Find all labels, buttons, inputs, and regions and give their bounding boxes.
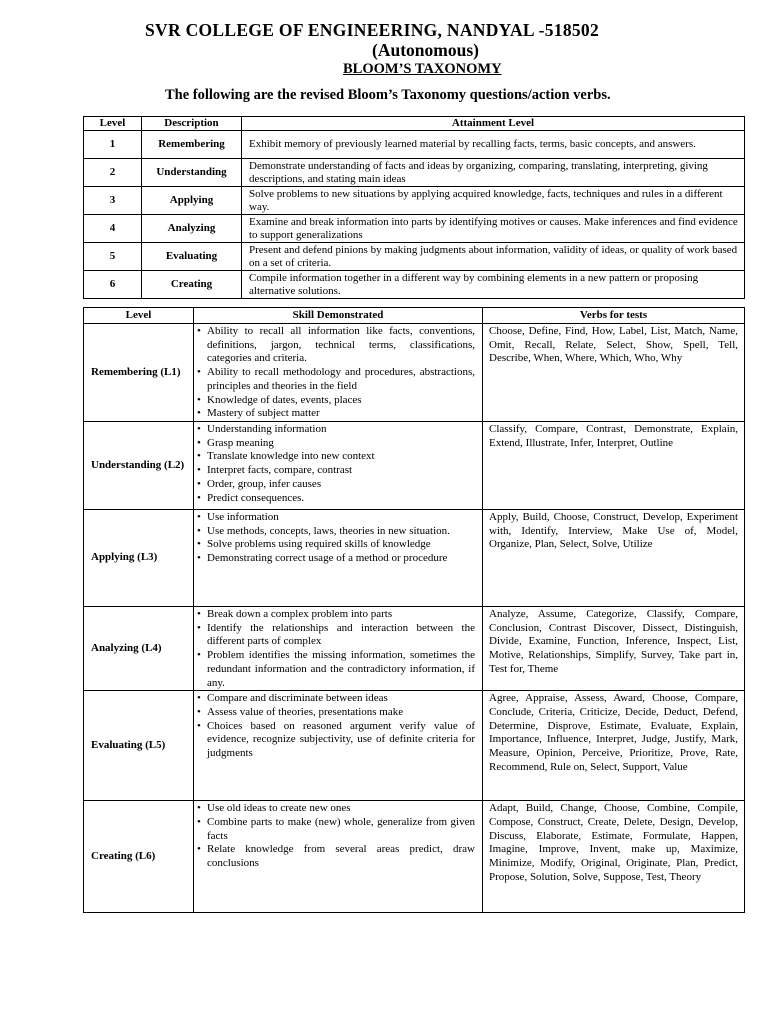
skills-list bbox=[197, 511, 475, 566]
skill-item: • Mastery of subject matter bbox=[197, 407, 475, 421]
table-row bbox=[84, 801, 745, 913]
table-row bbox=[84, 510, 745, 607]
skills-list bbox=[197, 423, 475, 505]
level-cell: Evaluating (L5) bbox=[84, 691, 194, 801]
skill-item: • Knowledge of dates, events, places bbox=[197, 394, 475, 408]
description-cell: Applying bbox=[142, 187, 242, 215]
skill-item: • Grasp meaning bbox=[197, 437, 475, 451]
table-row bbox=[84, 691, 745, 801]
skill-item: • Demonstrating correct usage of a method or procedure bbox=[197, 552, 475, 566]
skills-list bbox=[197, 325, 475, 421]
attainment-header-row bbox=[84, 117, 745, 131]
table-row bbox=[84, 607, 745, 691]
level-cell: 3 bbox=[84, 187, 142, 215]
verbs-cell: Analyze, Assume, Categorize, Classify, Compare, Conclusion, Contrast Discover, Dissect, Distinguish, Divide, Examine, Function, Inference, Inspect, List, Motive, Relationships, Simplify, Survey, Take part in, Test for, Theme bbox=[483, 607, 745, 691]
description-cell: Creating bbox=[142, 271, 242, 299]
level-cell: Understanding (L2) bbox=[84, 422, 194, 510]
table-row bbox=[84, 187, 745, 215]
description-cell: Evaluating bbox=[142, 243, 242, 271]
table-row bbox=[84, 215, 745, 243]
skill-item: • Understanding information bbox=[197, 423, 475, 437]
attainment-cell: Present and defend pinions by making judgments about information, validity of ideas, or quality of work based on a set of criteria. bbox=[242, 243, 745, 271]
skill-item: • Identify the relationships and interaction between the different parts of complex bbox=[197, 622, 475, 649]
attainment-cell: Compile information together in a different way by combining elements in a new pattern or proposing alternative solutions. bbox=[242, 271, 745, 299]
table-row bbox=[84, 422, 745, 510]
table-row bbox=[84, 159, 745, 187]
skills-header-row bbox=[84, 308, 745, 324]
level-cell: Applying (L3) bbox=[84, 510, 194, 607]
skill-item: • Ability to recall methodology and procedures, abstractions, principles and theories in the field bbox=[197, 366, 475, 393]
skills-list bbox=[197, 608, 475, 690]
attainment-table bbox=[83, 116, 745, 299]
attainment-cell: Demonstrate understanding of facts and ideas by organizing, comparing, translating, interpreting, giving descriptions, and stating main ideas bbox=[242, 159, 745, 187]
table-row bbox=[84, 324, 745, 422]
college-name: SVR COLLEGE OF ENGINEERING, NANDYAL -518502 bbox=[145, 20, 600, 40]
skill-item: • Assess value of theories, presentations make bbox=[197, 706, 475, 720]
verbs-cell: Agree, Appraise, Assess, Award, Choose, Compare, Conclude, Criteria, Criticize, Decide, Deduct, Defend, Determine, Disprove, Estimate, Evaluate, Explain, Importance, Influence, Interpret, Judge, Justify, Mark, Measure, Opinion, Perceive, Prioritize, Prove, Rate, Recommend, Rule on, Select, Support, Value bbox=[483, 691, 745, 801]
skill-item: • Combine parts to make (new) whole, generalize from given facts bbox=[197, 816, 475, 843]
college-status: (Autonomous) bbox=[372, 40, 479, 60]
skill-item: • Problem identifies the missing information, sometimes the redundant information and the contradictory information, if any. bbox=[197, 649, 475, 690]
verbs-cell: Apply, Build, Choose, Construct, Develop, Experiment with, Identify, Interview, Make Use of, Model, Organize, Plan, Select, Solve, Utilize bbox=[483, 510, 745, 607]
table-row bbox=[84, 271, 745, 299]
header-description: Description bbox=[142, 117, 242, 131]
skill-item: • Compare and discriminate between ideas bbox=[197, 692, 475, 706]
header-attainment: Attainment Level bbox=[242, 117, 745, 131]
attainment-cell: Examine and break information into parts by identifying motives or causes. Make inferences and find evidence to support generalizations bbox=[242, 215, 745, 243]
level-cell: 4 bbox=[84, 215, 142, 243]
level-cell: 5 bbox=[84, 243, 142, 271]
verbs-cell: Choose, Define, Find, How, Label, List, Match, Name, Omit, Recall, Relate, Select, Show, Spell, Tell, Describe, When, Where, Which, Who, Why bbox=[483, 324, 745, 422]
table-row bbox=[84, 243, 745, 271]
skill-item: • Ability to recall all information like facts, conventions, definitions, jargon, technical terms, classifications, categories and criteria. bbox=[197, 325, 475, 366]
header-verbs: Verbs for tests bbox=[483, 308, 745, 324]
skills-cell bbox=[194, 324, 483, 422]
level-cell: 6 bbox=[84, 271, 142, 299]
level-cell: 1 bbox=[84, 131, 142, 159]
header-level: Level bbox=[84, 308, 194, 324]
skill-item: • Solve problems using required skills of knowledge bbox=[197, 538, 475, 552]
skill-item: • Predict consequences. bbox=[197, 492, 475, 506]
skill-item: • Relate knowledge from several areas predict, draw conclusions bbox=[197, 843, 475, 870]
skill-item: • Use information bbox=[197, 511, 475, 525]
description-cell: Remembering bbox=[142, 131, 242, 159]
level-cell: Remembering (L1) bbox=[84, 324, 194, 422]
skills-cell bbox=[194, 422, 483, 510]
table-row bbox=[84, 131, 745, 159]
skills-cell bbox=[194, 801, 483, 913]
skill-item: • Interpret facts, compare, contrast bbox=[197, 464, 475, 478]
level-cell: Creating (L6) bbox=[84, 801, 194, 913]
header-skill: Skill Demonstrated bbox=[194, 308, 483, 324]
description-cell: Analyzing bbox=[142, 215, 242, 243]
level-cell: Analyzing (L4) bbox=[84, 607, 194, 691]
skill-item: • Translate knowledge into new context bbox=[197, 450, 475, 464]
header-level: Level bbox=[84, 117, 142, 131]
document-title: BLOOM’S TAXONOMY bbox=[343, 61, 502, 77]
description-cell: Understanding bbox=[142, 159, 242, 187]
skill-item: • Break down a complex problem into parts bbox=[197, 608, 475, 622]
skills-cell bbox=[194, 607, 483, 691]
skill-item: • Use old ideas to create new ones bbox=[197, 802, 475, 816]
attainment-cell: Solve problems to new situations by applying acquired knowledge, facts, techniques and rules in a different way. bbox=[242, 187, 745, 215]
skill-item: • Use methods, concepts, laws, theories in new situation. bbox=[197, 525, 475, 539]
skills-cell bbox=[194, 510, 483, 607]
level-cell: 2 bbox=[84, 159, 142, 187]
attainment-cell: Exhibit memory of previously learned material by recalling facts, terms, basic concepts, and answers. bbox=[242, 131, 745, 159]
verbs-cell: Adapt, Build, Change, Choose, Combine, Compile, Compose, Construct, Create, Delete, Design, Develop, Discuss, Elaborate, Estimate, Formulate, Happen, Imagine, Improve, Invent, make up, Maximize, Minimize, Modify, Original, Originate, Plan, Predict, Propose, Solution, Solve, Suppose, Test, Theory bbox=[483, 801, 745, 913]
skills-list bbox=[197, 692, 475, 761]
intro-text: The following are the revised Bloom’s Taxonomy questions/action verbs. bbox=[165, 87, 611, 103]
verbs-cell: Classify, Compare, Contrast, Demonstrate, Explain, Extend, Illustrate, Infer, Interpret, Outline bbox=[483, 422, 745, 510]
skills-list bbox=[197, 802, 475, 871]
skills-table bbox=[83, 307, 745, 913]
skill-item: • Order, group, infer causes bbox=[197, 478, 475, 492]
skill-item: • Choices based on reasoned argument verify value of evidence, recognize subjectivity, use of definite criteria for judgments bbox=[197, 720, 475, 761]
skills-cell bbox=[194, 691, 483, 801]
